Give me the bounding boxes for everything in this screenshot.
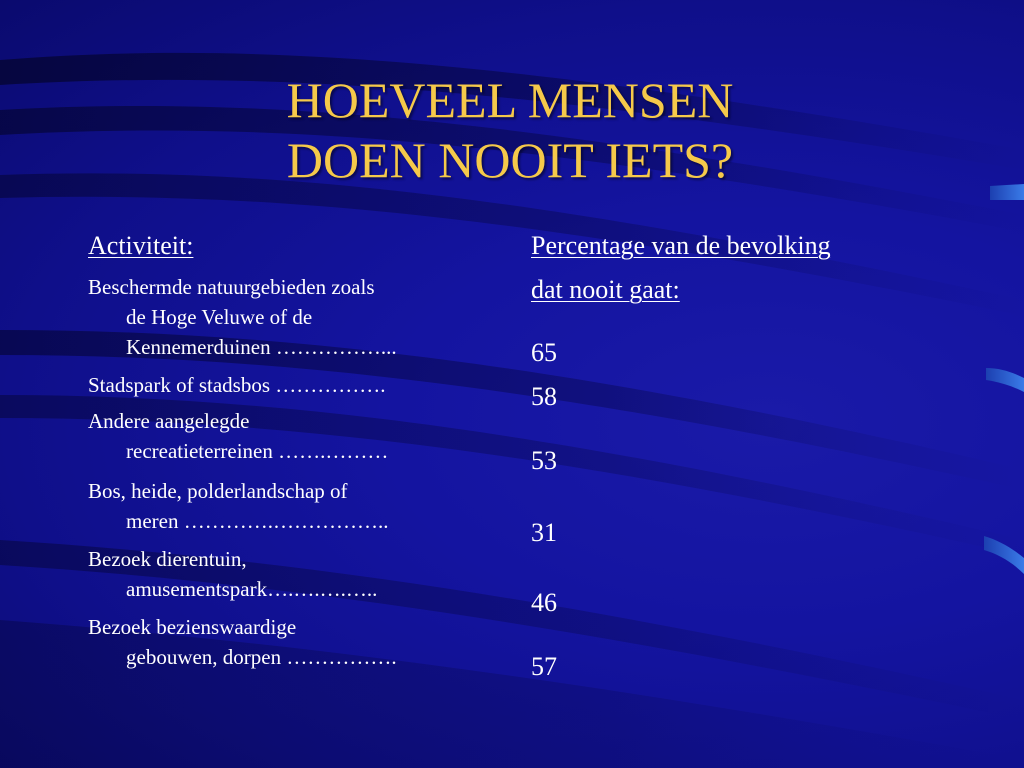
percentage-column-header (531, 224, 951, 312)
percentage-value: 57 (531, 652, 557, 681)
activity-item (88, 612, 508, 672)
percentage-header-line: Percentage van de bevolking (531, 231, 831, 260)
activity-line: Beschermde natuurgebieden zoals (88, 275, 375, 299)
activity-line: gebouwen, dorpen ……………. (126, 645, 397, 669)
activity-line: Bezoek dierentuin, (88, 547, 247, 571)
percentage-value: 53 (531, 446, 557, 475)
activity-line: Bos, heide, polderlandschap of (88, 479, 348, 503)
activity-line: Stadspark of stadsbos ……………. (88, 373, 386, 397)
activity-line: recreatieterreinen …….……… (126, 439, 389, 463)
activity-item (88, 406, 508, 466)
blue-accent-marks (984, 184, 1024, 574)
percentage-value: 65 (531, 338, 557, 367)
slide-title-line: HOEVEEL MENSEN (286, 72, 734, 128)
activity-line: de Hoge Veluwe of de (126, 305, 313, 329)
activity-line: Bezoek bezienswaardige (88, 615, 297, 639)
activity-item (88, 272, 508, 362)
activity-line: amusementspark….….….….. (126, 577, 378, 601)
percentage-value: 46 (531, 588, 557, 617)
percentage-value: 58 (531, 382, 557, 411)
activity-line: Andere aangelegde (88, 409, 250, 433)
activity-line: meren ………….…………….. (126, 509, 389, 533)
slide-title (160, 70, 860, 190)
percentage-header-line: dat nooit gaat: (531, 275, 680, 304)
activity-item (88, 476, 508, 536)
slide-title-line: DOEN NOOIT IETS? (286, 132, 734, 188)
activity-item (88, 544, 508, 604)
activity-item (88, 370, 508, 400)
percentage-value: 31 (531, 518, 557, 547)
blue-accent-mark (990, 184, 1024, 200)
blue-accent-mark (986, 368, 1024, 392)
activity-line: Kennemerduinen ……………... (126, 335, 397, 359)
activity-column-header: Activiteit: (88, 231, 194, 260)
